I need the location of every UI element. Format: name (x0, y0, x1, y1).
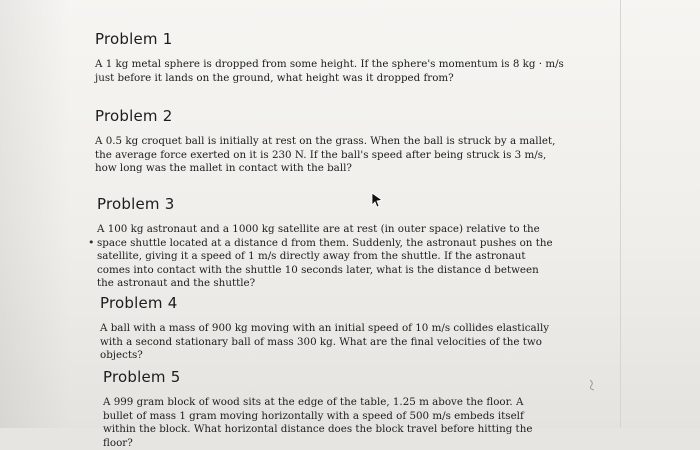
problem-4 (100, 294, 552, 363)
problem-1-title: Problem 1 (95, 30, 173, 48)
problem-5-text: A 999 gram block of wood sits at the edge of the table, 1.25 m above the floor. A bullet of mass 1 gram moving horizontally with a speed of 500 m/s embeds itself within the block. What horizontal distance does the block travel before hitting the floor? (103, 396, 533, 449)
pen-mark-icon (586, 377, 600, 393)
page-edge-divider (620, 0, 621, 428)
problem-5 (103, 368, 553, 450)
problem-2-title: Problem 2 (95, 107, 173, 125)
problem-1 (95, 30, 565, 85)
problem-2-text: A 0.5 kg croquet ball is initially at rest on the grass. When the ball is struck by a mallet, the average force exerted on it is 230 N. If the ball's speed after being struck is 3 m/s, how long was the mallet in contact with the ball? (95, 135, 556, 174)
problem-5-title: Problem 5 (103, 368, 181, 386)
problem-1-text: A 1 kg metal sphere is dropped from some height. If the sphere's momentum is 8 kg · m/s just before it lands on the ground, what height was it dropped from? (95, 58, 564, 84)
mouse-pointer-icon (370, 192, 384, 208)
problem-4-title: Problem 4 (100, 294, 178, 312)
problem-2 (95, 107, 560, 176)
problem-4-text: A ball with a mass of 900 kg moving with an initial speed of 10 m/s collides elastically with a second stationary ball of mass 300 kg. What are the final velocities of the two objects? (100, 322, 550, 361)
margin-dot-icon: • (88, 236, 95, 249)
problem-3-title: Problem 3 (97, 195, 175, 213)
page-shadow (0, 0, 70, 428)
problem-3-text: A 100 kg astronaut and a 1000 kg satellite are at rest (in outer space) relative to the space shuttle located at a distance d from them. Suddenly, the astronaut pushes on the satellite, giving it a speed of 1 m/s directly away from the shuttle. If the astronaut comes into contact with the shuttle 10 seconds later, what is the distance d between the astronaut and the shuttle? (97, 223, 553, 289)
problem-3 (97, 195, 555, 291)
